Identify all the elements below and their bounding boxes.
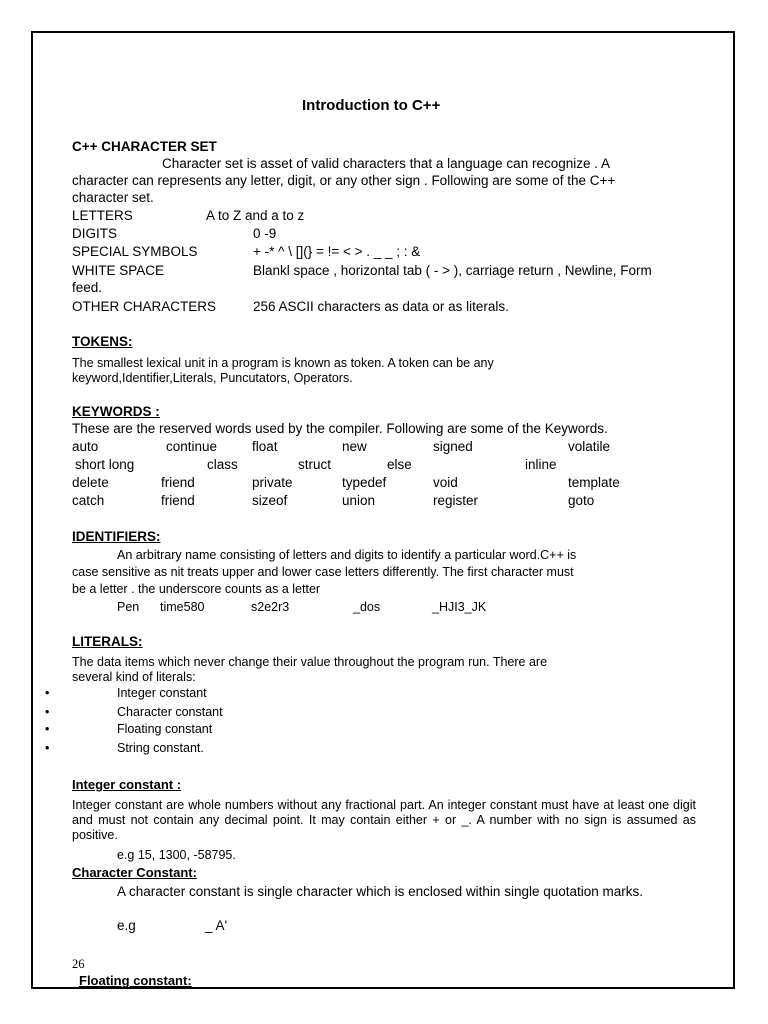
literals-line1: The data items which never change their value throughout the program run. There are [72, 655, 548, 669]
character-constant-example-label: e.g [117, 918, 136, 933]
page-title: Introduction to C++ [302, 97, 441, 114]
tokens-line2: keyword,Identifier,Literals, Puncutators, Operators. [72, 371, 353, 385]
keyword-cell: signed [433, 439, 473, 454]
keyword-cell: typedef [342, 475, 387, 490]
floating-constant-heading: Floating constant: [79, 973, 192, 988]
bullet-icon: • [45, 705, 50, 719]
keyword-cell: auto [72, 439, 99, 454]
keyword-cell: continue [166, 439, 218, 454]
keyword-cell: inline [525, 457, 557, 472]
integer-constant-heading: Integer constant : [72, 777, 182, 792]
charset-value-other: 256 ASCII characters as data or as literals. [253, 299, 509, 314]
character-constant-example-value: _ A' [205, 918, 228, 933]
character-constant-body: A character constant is single character which is enclosed within single quotation marks. [117, 884, 644, 899]
charset-intro-line1: Character set is asset of valid characters that a language can recognize . A [162, 156, 610, 171]
keyword-cell: union [342, 493, 376, 508]
character-constant-heading: Character Constant: [72, 865, 197, 880]
charset-heading: C++ CHARACTER SET [72, 139, 217, 154]
keyword-cell: struct [298, 457, 332, 472]
page-number: 26 [72, 957, 85, 971]
charset-value-whitespace-cont: feed. [72, 280, 103, 295]
keyword-cell: register [433, 493, 479, 508]
charset-value-special: + -* ^ \ [](} = != < > . _ _ ; : & [253, 244, 421, 259]
charset-intro-line3: character set. [72, 190, 154, 205]
keywords-intro: These are the reserved words used by the compiler. Following are some of the Keywords. [72, 421, 608, 436]
charset-intro-line2: character can represents any letter, digit, or any other sign . Following are some of the C++ [72, 173, 616, 188]
tokens-heading: TOKENS: [72, 334, 133, 349]
charset-label-whitespace: WHITE SPACE [72, 263, 165, 278]
keyword-cell: template [568, 475, 620, 490]
literal-kind-item: Integer constant [117, 686, 207, 700]
keyword-cell: volatile [568, 439, 611, 454]
integer-constant-body: Integer constant are whole numbers without any fractional part. An integer constant must have at least one digit and must not contain any decimal point. It may contain either + or _. A number with no sign is assumed as positive. [72, 798, 696, 842]
keyword-cell: catch [72, 493, 105, 508]
identifier-example: _HJI3_JK [432, 600, 487, 614]
keyword-cell: float [252, 439, 278, 454]
charset-value-digits: 0 -9 [253, 226, 277, 241]
keyword-cell: private [252, 475, 293, 490]
identifier-example: s2e2r3 [251, 600, 290, 614]
literal-kind-item: String constant. [117, 741, 204, 755]
identifier-example: time580 [160, 600, 205, 614]
keyword-cell: new [342, 439, 367, 454]
tokens-line1: The smallest lexical unit in a program is known as token. A token can be any [72, 356, 494, 370]
keyword-cell: else [387, 457, 412, 472]
keyword-cell: sizeof [252, 493, 288, 508]
charset-value-letters: A to Z and a to z [206, 208, 305, 223]
identifiers-line2: case sensitive as nit treats upper and lower case letters differently. The first character must [72, 565, 574, 579]
identifiers-line1: An arbitrary name consisting of letters and digits to identify a particular word.C++ is [117, 548, 577, 562]
integer-constant-example: e.g 15, 1300, -58795. [117, 848, 236, 862]
keyword-cell: short long [75, 457, 135, 472]
keyword-cell: delete [72, 475, 109, 490]
charset-label-digits: DIGITS [72, 226, 118, 241]
literal-kind-item: Character constant [117, 705, 223, 719]
charset-value-whitespace: Blankl space , horizontal tab ( - > ), carriage return , Newline, Form [253, 263, 652, 278]
keywords-heading: KEYWORDS : [72, 404, 160, 419]
charset-label-letters: LETTERS [72, 208, 133, 223]
identifier-example: Pen [117, 600, 140, 614]
identifiers-line3: be a letter . the underscore counts as a letter [72, 582, 321, 596]
keyword-cell: void [433, 475, 458, 490]
keyword-cell: goto [568, 493, 595, 508]
keyword-cell: class [207, 457, 238, 472]
keyword-cell: friend [161, 475, 195, 490]
charset-label-special: SPECIAL SYMBOLS [72, 244, 198, 259]
bullet-icon: • [45, 722, 50, 736]
identifier-example: _dos [353, 600, 381, 614]
identifiers-heading: IDENTIFIERS: [72, 529, 161, 544]
keyword-cell: friend [161, 493, 195, 508]
literals-heading: LITERALS: [72, 634, 143, 649]
bullet-icon: • [45, 686, 50, 700]
bullet-icon: • [45, 741, 50, 755]
literal-kind-item: Floating constant [117, 722, 213, 736]
charset-label-other: OTHER CHARACTERS [72, 299, 217, 314]
literals-line2: several kind of literals: [72, 670, 196, 684]
